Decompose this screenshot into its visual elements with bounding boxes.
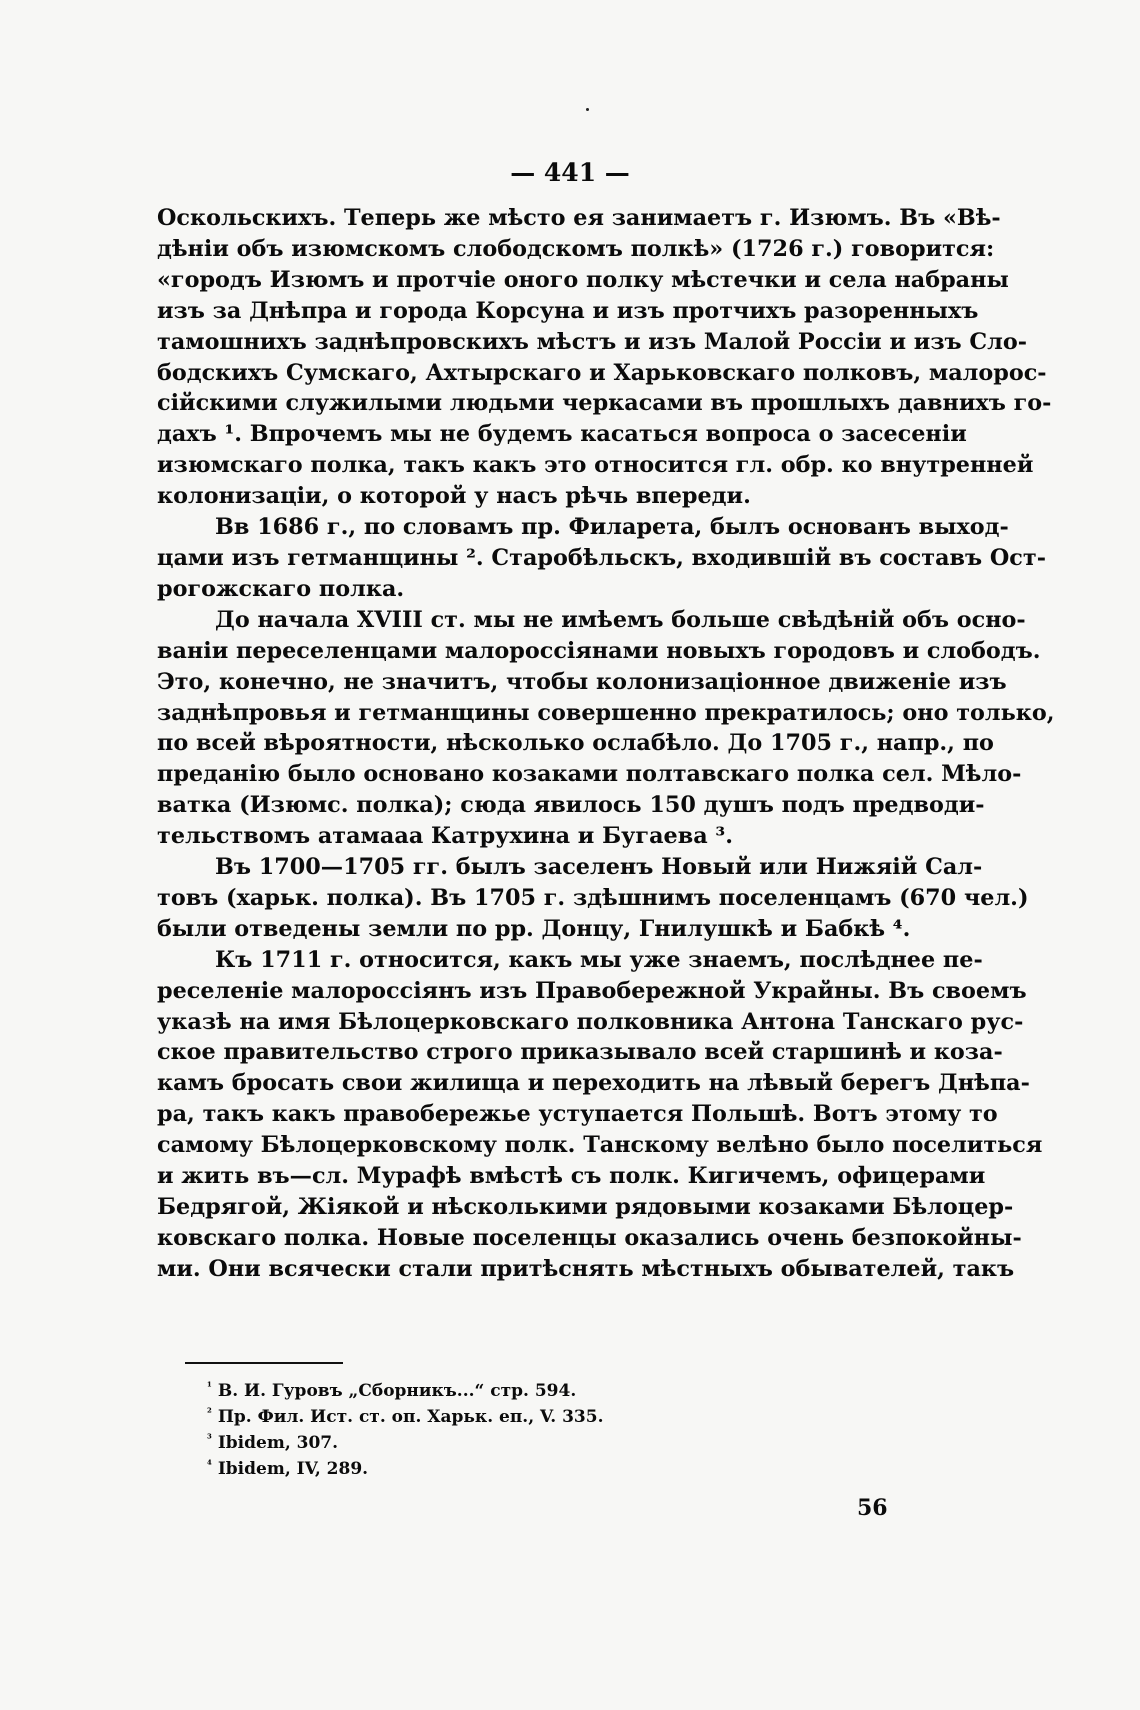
- print-speck: [586, 108, 589, 111]
- text-line: ватка (Изюмс. полка); сюда явилось 150 душъ подъ предводи-: [157, 792, 985, 819]
- text-line: самому Бѣлоцерковскому полк. Танскому велѣно было поселиться: [157, 1132, 1043, 1159]
- text-line: ское правительство строго приказывало всей старшинѣ и коза-: [157, 1039, 1003, 1066]
- footnote-text: В. И. Гуровъ „Сборникъ...“ стр. 594.: [217, 1381, 577, 1401]
- text-line: изъ за Днѣпра и города Корсуна и изъ протчихъ разоренныхъ: [157, 297, 979, 324]
- text-line: камъ бросать свои жилища и переходить на лѣвый берегъ Днѣпа-: [157, 1070, 1030, 1097]
- text-line: Бедрягой, Жіякой и нѣсколькими рядовыми козаками Бѣлоцер-: [157, 1194, 1014, 1220]
- text-line: преданію было основано козаками полтавскаго полка сел. Мѣло-: [157, 761, 1022, 788]
- paragraph-start-line: Къ 1711 г. относится, какъ мы уже знаемъ, послѣднее пе-: [215, 946, 983, 973]
- footnote-divider: [185, 1362, 343, 1364]
- text-line: рогожскаго полка.: [157, 575, 405, 602]
- footnote: [207, 1404, 604, 1430]
- footnote-text: Пр. Фил. Ист. ст. оп. Харьк. еп., V. 335.: [217, 1407, 604, 1427]
- text-line: ваніи переселенцами малороссіянами новыхъ городовъ и слободъ.: [157, 637, 1041, 664]
- text-line: и жить въ—сл. Мурафѣ вмѣстѣ съ полк. Кигичемъ, офицерами: [157, 1163, 986, 1190]
- text-line: ра, такъ какъ правобережье уступается Польшѣ. Вотъ этому то: [157, 1101, 998, 1128]
- body-text: [157, 203, 1055, 1285]
- text-line: дѣніи объ изюмскомъ слободскомъ полкѣ» (1726 г.) говорится:: [157, 235, 995, 262]
- text-line: тельствомъ атамааа Катрухина и Бугаева ³.: [157, 823, 733, 850]
- text-line: товъ (харьк. полка). Въ 1705 г. здѣшнимъ поселенцамъ (670 чел.): [157, 884, 1029, 911]
- text-line: реселеніе малороссіянъ изъ Правобережной Украйны. Въ своемъ: [157, 977, 1027, 1004]
- footnote-mark: ⁴: [207, 1458, 212, 1471]
- text-line: ковскаго полка. Новые поселенцы оказались очень безпокойны-: [157, 1224, 1022, 1251]
- footnote-mark: ²: [207, 1406, 212, 1419]
- footnote: [207, 1378, 604, 1404]
- text-line: указѣ на имя Бѣлоцерковскаго полковника Антона Танскаго рус-: [157, 1008, 1024, 1035]
- printer-signature-mark: 56: [857, 1495, 888, 1521]
- text-line: дахъ ¹. Впрочемъ мы не будемъ касаться вопроса о засесеніи: [157, 421, 967, 448]
- text-line: ми. Они всячески стали притѣснять мѣстныхъ обывателей, такъ: [157, 1255, 1015, 1282]
- footnote-text: Ibidem, IV, 289.: [217, 1459, 369, 1479]
- text-line: сійскими служилыми людьми черкасами въ прошлыхъ давнихъ го-: [157, 390, 1052, 417]
- text-line: колонизаціи, о которой у насъ рѣчь впереди.: [157, 483, 751, 510]
- text-line: тамошнихъ заднѣпровскихъ мѣстъ и изъ Малой Россіи и изъ Сло-: [157, 328, 1028, 355]
- page-number: — 441 —: [510, 158, 630, 187]
- paragraph-start-line: Въ 1700—1705 гг. былъ заселенъ Новый или Нижяій Сал-: [215, 854, 983, 881]
- footnote-mark: ³: [207, 1432, 212, 1445]
- text-line: Это, конечно, не значитъ, чтобы колонизаціонное движеніе изъ: [157, 668, 1007, 695]
- footnote: [207, 1456, 604, 1482]
- paragraph-start-line: До начала XVIII ст. мы не имѣемъ больше свѣдѣній объ осно-: [215, 606, 1026, 633]
- footnote: [207, 1430, 604, 1456]
- text-line: «городъ Изюмъ и протчіе оного полку мѣстечки и села набраны: [157, 266, 1009, 293]
- paragraph-start-line: Вв 1686 г., по словамъ пр. Филарета, былъ основанъ выход-: [215, 514, 1009, 541]
- text-line: Оскольскихъ. Теперь же мѣсто ея занимаетъ г. Изюмъ. Въ «Вѣ-: [157, 205, 1001, 231]
- text-line: цами изъ гетманщины ². Старобѣльскъ, входившій въ составъ Ост-: [157, 544, 1046, 571]
- text-line: были отведены земли по рр. Донцу, Гнилушкѣ и Бабкѣ ⁴.: [157, 915, 911, 942]
- footnote-text: Ibidem, 307.: [217, 1433, 339, 1453]
- text-line: заднѣпровья и гетманщины совершенно прекратилось; оно только,: [157, 699, 1055, 726]
- footnote-mark: ¹: [207, 1380, 212, 1393]
- footnotes: [207, 1378, 604, 1482]
- text-line: бодскихъ Сумскаго, Ахтырскаго и Харьковскаго полковъ, малорос-: [157, 359, 1047, 386]
- text-line: по всей вѣроятности, нѣсколько ослабѣло. До 1705 г., напр., по: [157, 730, 994, 757]
- text-line: изюмскаго полка, такъ какъ это относится гл. обр. ко внутренней: [157, 452, 1034, 479]
